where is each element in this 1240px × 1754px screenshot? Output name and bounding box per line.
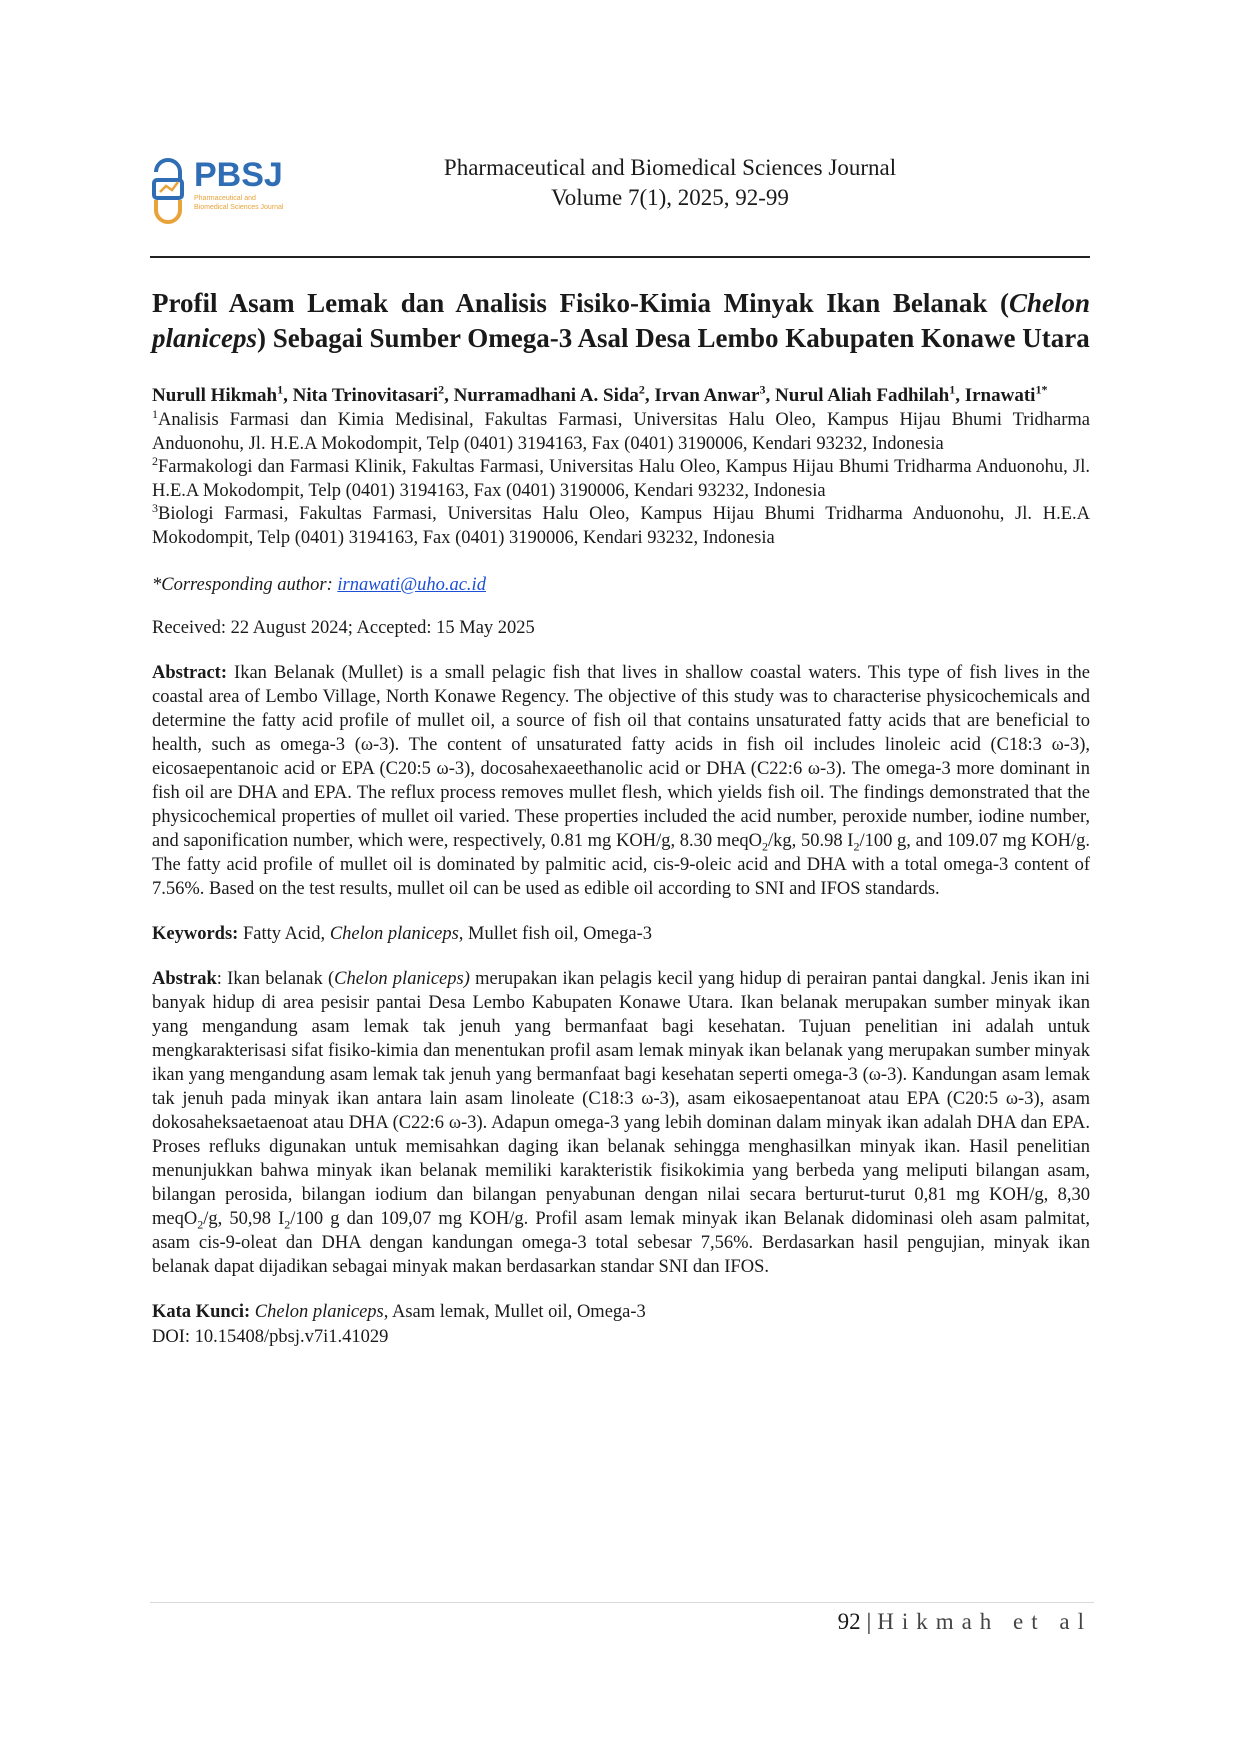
corresponding-author: *Corresponding author: irnawati@uho.ac.id xyxy=(152,575,486,595)
running-author: Hikmah et al xyxy=(877,1609,1092,1634)
author-list xyxy=(152,382,1090,409)
affiliation: $^3$Biologi Farmasi, Fakultas Farmasi, Universitas Halu Oleo, Kampus Hijau Bhumi Tridharma Anduonohu, Jl. H.E.A Mokodompit, Telp (0401) 3194163, Fax (0401) 3190006, Kendari 93232, Indonesia xyxy=(152,500,1090,548)
author: Nurull Hikmah$^1$, xyxy=(152,382,293,406)
journal-header xyxy=(390,153,950,213)
journal-name: Pharmaceutical and Biomedical Sciences Journal xyxy=(443,155,897,180)
svg-text:Biomedical Sciences Journal: Biomedical Sciences Journal xyxy=(194,204,284,211)
logo-text: PBSJ xyxy=(194,156,283,194)
article-title: Profil Asam Lemak dan Analisis Fisiko-Kimia Minyak Ikan Belanak (Chelon planiceps) Sebagai Sumber Omega-3 Asal Desa Lembo Kabupaten Konawe Utara xyxy=(152,288,1090,353)
footer-rule xyxy=(150,1602,1094,1603)
kata-kunci-label: Kata Kunci: xyxy=(152,1302,251,1322)
author: Irvan Anwar$^3$, xyxy=(654,382,775,406)
author: Nita Trinovitasari$^2$, xyxy=(292,382,454,406)
keywords-en: Keywords: Fatty Acid, Chelon planiceps, Mullet fish oil, Omega-3 xyxy=(152,924,652,944)
affiliation: $^1$Analisis Farmasi dan Kimia Medisinal, Fakultas Farmasi, Universitas Halu Oleo, Kampus Hijau Bhumi Tridharma Anduonohu, Jl. H.E.A Mokodompit, Telp (0401) 3194163, Fax (0401) 3190006, Kendari 93232, Indonesia xyxy=(152,406,1090,454)
author: Nurramadhani A. Sida$^2$, xyxy=(453,382,655,406)
author: Irnawati$^{1*}$ xyxy=(964,382,1048,406)
keywords-id: Kata Kunci: Chelon planiceps, Asam lemak, Mullet oil, Omega-3 xyxy=(152,1302,646,1322)
affiliation: $^2$Farmakologi dan Farmasi Klinik, Fakultas Farmasi, Universitas Halu Oleo, Kampus Hijau Bhumi Tridharma Anduonohu, Jl. H.E.A Mokodompit, Telp (0401) 3194163, Fax (0401) 3190006, Kendari 93232, Indonesia xyxy=(152,453,1090,501)
abstract-id: Abstrak: Ikan belanak (Chelon planiceps) merupakan ikan pelagis kecil yang hidup di perairan pantai dangkal. Jenis ikan ini banyak hidup di area pesisir pantai Desa Lembo Kabupaten Konawe Utara. Ikan belanak merupakan sumber minyak ikan yang mengandung asam lemak tak jenuh yang bermanfaat bagi kesehatan. Tujuan penelitian ini adalah untuk mengkarakterisasi sifat fisiko-kimia dan menentukan profil asam lemak minyak ikan belanak yang merupakan sumber minyak ikan yang mengandung asam lemak tak jenuh yang bermanfaat bagi kesehatan seperti omega-3 (ω-3). Kandungan asam lemak tak jenuh pada minyak ikan antara lain asam linoleate (C18:3 ω-3), asam eikosaepentanoat atau EPA (C20:5 ω-3), asam dokosaheksaetaenoat atau DHA (C22:6 ω-3). Adapun omega-3 yang lebih dominan dalam minyak ikan adalah DHA dan EPA. Proses refluks digunakan untuk memisahkan daging ikan belanak sehingga menghasilkan minyak ikan. Hasil penelitian menunjukkan bahwa minyak ikan belanak memiliki karakteristik fisikokimia yang berbeda yang meliputi bilangan asam, bilangan perosida, bilangan iodium dan bilangan penyabunan dengan nilai secara berturut-turut 0,81 mg KOH/g, 8,30 meqO$_2$/g, 50,98 $I_2/100$ g dan 109,07 mg KOH/g. Profil asam lemak minyak ikan Belanak didominasi oleh asam palmitat, asam cis-9-oleat dan DHA dengan kandungan omega-3 total sebesar 7,56%. Berdasarkan hasil pengujian, minyak ikan belanak dapat dijadikan sebagai minyak makan berdasarkan standar SNI dan IFOS. xyxy=(152,969,1090,1277)
pbsj-logo-icon xyxy=(150,150,310,228)
journal-volume: Volume 7(1), 2025, 92-99 xyxy=(551,185,789,210)
corresponding-email-link[interactable]: irnawati@uho.ac.id xyxy=(337,575,486,595)
main-content xyxy=(152,286,1090,1349)
doi: DOI: 10.15408/pbsj.v7i1.41029 xyxy=(152,1327,389,1347)
abstrak-label: Abstrak xyxy=(152,969,217,989)
page-number: 92 xyxy=(837,1609,861,1634)
page-footer: 92 | Hikmah et al xyxy=(837,1609,1092,1634)
author: Nurul Aliah Fadhilah$^1$, xyxy=(774,382,965,406)
keywords-label: Keywords: xyxy=(152,924,239,944)
abstract-label: Abstract: xyxy=(152,663,228,683)
journal-logo xyxy=(150,150,310,228)
title-species: Chelon planiceps xyxy=(152,288,1090,353)
abstract-en: Abstract: Ikan Belanak (Mullet) is a small pelagic fish that lives in shallow coastal waters. This type of fish lives in the coastal area of Lembo Village, North Konawe Regency. The objective of this study was to characterise physicochemicals and determine the fatty acid profile of mullet oil, a source of fish oil that contains unsaturated fatty acids that are beneficial to health, such as omega-3 (ω-3). The content of unsaturated fatty acids in fish oil includes linoleic acid (C18:3 ω-3), eicosaepentanoic acid or EPA (C20:5 ω-3), docosahexaeethanolic acid or DHA (C22:6 ω-3). The omega-3 more dominant in fish oil are DHA and EPA. The reflux process removes mullet flesh, which yields fish oil. The findings demonstrated that the physicochemical properties of mullet oil varied. These properties included the acid number, peroxide number, iodine number, and saponification number, which were, respectively, 0.81 mg KOH/g, 8.30 meqO$_2$/kg, 50.98 $I_2/100$ g, and 109.07 mg KOH/g. The fatty acid profile of mullet oil is dominated by palmitic acid, cis-9-oleic acid and DHA with a total omega-3 content of 7.56%. Based on the test results, mullet oil can be used as edible oil according to SNI and IFOS standards. xyxy=(152,663,1090,899)
header-rule xyxy=(150,256,1090,258)
received-dates: Received: 22 August 2024; Accepted: 15 May 2025 xyxy=(152,618,535,638)
svg-text:Pharmaceutical and: Pharmaceutical and xyxy=(194,195,256,202)
